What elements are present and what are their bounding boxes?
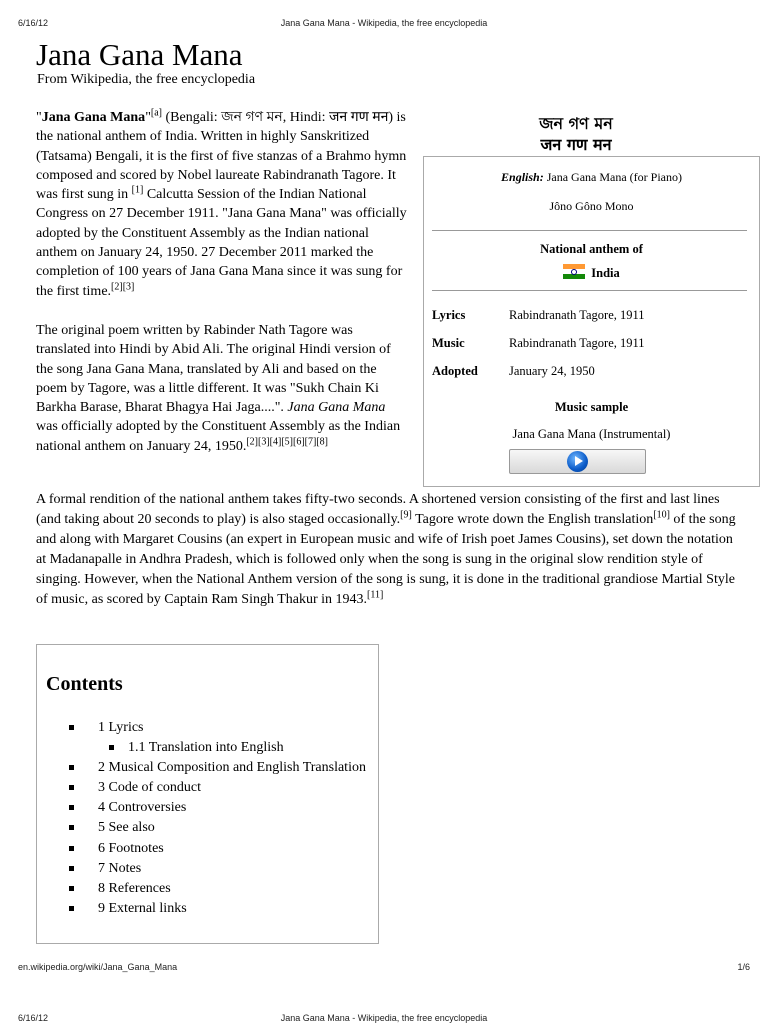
anthem-native-title xyxy=(490,113,662,155)
row-value: Rabindranath Tagore, 1911 xyxy=(509,336,645,350)
divider xyxy=(432,290,747,291)
toc-item[interactable] xyxy=(37,859,378,879)
sample-title[interactable]: Jana Gana Mana (Instrumental) xyxy=(512,427,671,441)
toc-item[interactable] xyxy=(37,798,378,818)
intro-paragraph xyxy=(36,108,410,301)
bullet-icon xyxy=(69,866,74,871)
ref-11[interactable]: [11] xyxy=(367,588,384,600)
toc-link[interactable]: 8 References xyxy=(98,880,171,896)
bullet-icon xyxy=(69,906,74,911)
p2-italic-title: Jana Gana Mana xyxy=(287,400,386,416)
bullet-icon xyxy=(69,846,74,851)
row-label: Music xyxy=(432,336,465,350)
table-of-contents xyxy=(36,644,379,944)
p3-text-3: of the song and along with Margaret Cousins (an expert in European music and wife of Irish poet James Cousins), set down the notation at Madanapalle in Andhra Pradesh, which is followed only when the song is sung in the original slow rendition style of singing. However, when the National Anthem version of the song is sung, it is done in the traditional grandiose Martial Style of music, as scored by Captain Ram Singh Thakur in 1943. xyxy=(36,511,736,607)
toc-item[interactable] xyxy=(37,839,378,859)
print-header xyxy=(0,18,768,32)
audio-play-button[interactable] xyxy=(509,449,646,474)
anthem-country xyxy=(424,264,759,281)
ref-2-8[interactable]: [2][3][4][5][6][7][8] xyxy=(246,436,328,448)
bold-title: Jana Gana Mana xyxy=(41,110,146,125)
quote-close: " xyxy=(145,110,151,125)
translation-paragraph xyxy=(36,321,410,456)
toc-link[interactable]: 1 Lyrics xyxy=(98,720,144,735)
p2-text-2: was officially adopted by the Constituent Assembly as the Indian national anthem on January 24, 1950. xyxy=(36,419,401,454)
toc-item[interactable] xyxy=(37,778,378,798)
bullet-icon xyxy=(69,785,74,790)
p3-text-2: Tagore wrote down the English translation xyxy=(411,511,654,527)
infobox-english xyxy=(424,170,759,185)
english-value: Jana Gana Mana (for Piano) xyxy=(546,170,682,184)
print-title: Jana Gana Mana - Wikipedia, the free encyclopedia xyxy=(280,18,488,28)
toc-link[interactable]: 5 See also xyxy=(98,820,155,836)
print-date: 6/16/12 xyxy=(18,18,49,28)
ref-9[interactable]: [9] xyxy=(400,509,412,521)
divider xyxy=(432,230,747,231)
p3-text-1: A formal rendition of the national anthem takes fifty-two seconds. A shortened version consisting of the first and last lines (and taking about 20 seconds to play) is also staged occasionally. xyxy=(36,492,720,527)
ref-1[interactable]: [1] xyxy=(131,184,144,196)
play-icon xyxy=(567,451,588,472)
country-link[interactable]: India xyxy=(591,266,620,280)
music-sample-label: Music sample xyxy=(554,400,629,414)
bullet-icon xyxy=(69,765,74,770)
india-flag-icon xyxy=(563,264,585,279)
toc-list xyxy=(37,718,378,919)
bullet-icon xyxy=(69,886,74,891)
ref-10[interactable]: [10] xyxy=(653,509,670,521)
toc-item[interactable] xyxy=(37,899,378,919)
anthem-hindi: जन गण मन xyxy=(540,135,612,154)
print-date: 6/16/12 xyxy=(18,1013,49,1023)
p2-text-1: The original poem written by Rabinder Nath Tagore was translated into Hindi by Abid Ali. The original Hindi version of the song Jana Gana Mana, translated by Ali and based on the poem by Tagore, was a little different. It was "Sukh Chain Ki Barkha Barase, Bharat Bhagya Hai Jaga....". xyxy=(36,323,391,416)
rendition-paragraph xyxy=(36,490,736,609)
row-value: Rabindranath Tagore, 1911 xyxy=(509,308,645,322)
toc-item[interactable] xyxy=(37,718,378,738)
intro-text-2: Calcutta Session of the Indian National Congress on 27 December 1911. "Jana Gana Mana" was officially adopted by the Constituent Assembly as the Indian national anthem on January 24, 1950. 27 December 2011 marked the completion of 100 years of Jana Gana Mana since it was sung for the first time. xyxy=(36,187,407,299)
toc-link[interactable]: 3 Code of conduct xyxy=(98,780,202,796)
bullet-icon xyxy=(69,825,74,830)
anthem-of-label: National anthem of xyxy=(540,242,643,256)
infobox xyxy=(423,156,760,487)
toc-link[interactable]: 4 Controversies xyxy=(98,800,187,816)
toc-link[interactable]: 2 Musical Composition and English Translation xyxy=(98,760,366,776)
row-value: January 24, 1950 xyxy=(509,364,595,378)
toc-item[interactable] xyxy=(37,758,378,778)
print-title: Jana Gana Mana - Wikipedia, the free encyclopedia xyxy=(280,1013,488,1023)
english-label: English: xyxy=(501,170,544,184)
toc-item[interactable] xyxy=(37,738,378,758)
toc-title: Contents xyxy=(46,673,123,695)
print-url: en.wikipedia.org/wiki/Jana_Gana_Mana xyxy=(18,962,178,972)
toc-item[interactable] xyxy=(37,879,378,899)
print-footer xyxy=(0,962,768,976)
row-label: Lyrics xyxy=(432,308,466,322)
bullet-icon xyxy=(69,805,74,810)
row-label: Adopted xyxy=(432,364,478,378)
toc-link[interactable]: 1.1 Translation into English xyxy=(128,740,284,756)
anthem-bengali: জন গণ মন xyxy=(539,114,613,133)
bullet-icon xyxy=(109,745,114,750)
ref-2-3[interactable]: [2][3] xyxy=(111,281,135,293)
toc-link[interactable]: 9 External links xyxy=(98,900,187,916)
bullet-icon xyxy=(69,725,74,730)
print-page-number: 1/6 xyxy=(737,962,750,972)
toc-item[interactable] xyxy=(37,818,378,838)
page-tagline: From Wikipedia, the free encyclopedia xyxy=(37,72,256,87)
ref-a[interactable]: [a] xyxy=(150,107,163,119)
intro-text-1: (Bengali: জন গণ মন, Hindi: जन गण मन) is the national anthem of India. Written in highly Sanskritized (Tatsama) Bengali, it is the first of five stanzas of a Brahmo hymn composed and scored by Nobel laureate Rabindranath Tagore. It was first sung in xyxy=(36,110,407,203)
page-title: Jana Gana Mana xyxy=(36,37,243,72)
infobox-transliteration: Jôno Gôno Mono xyxy=(549,199,634,213)
toc-link[interactable]: 6 Footnotes xyxy=(98,840,164,856)
toc-link[interactable]: 7 Notes xyxy=(98,860,142,876)
quote-open: " xyxy=(36,110,42,125)
